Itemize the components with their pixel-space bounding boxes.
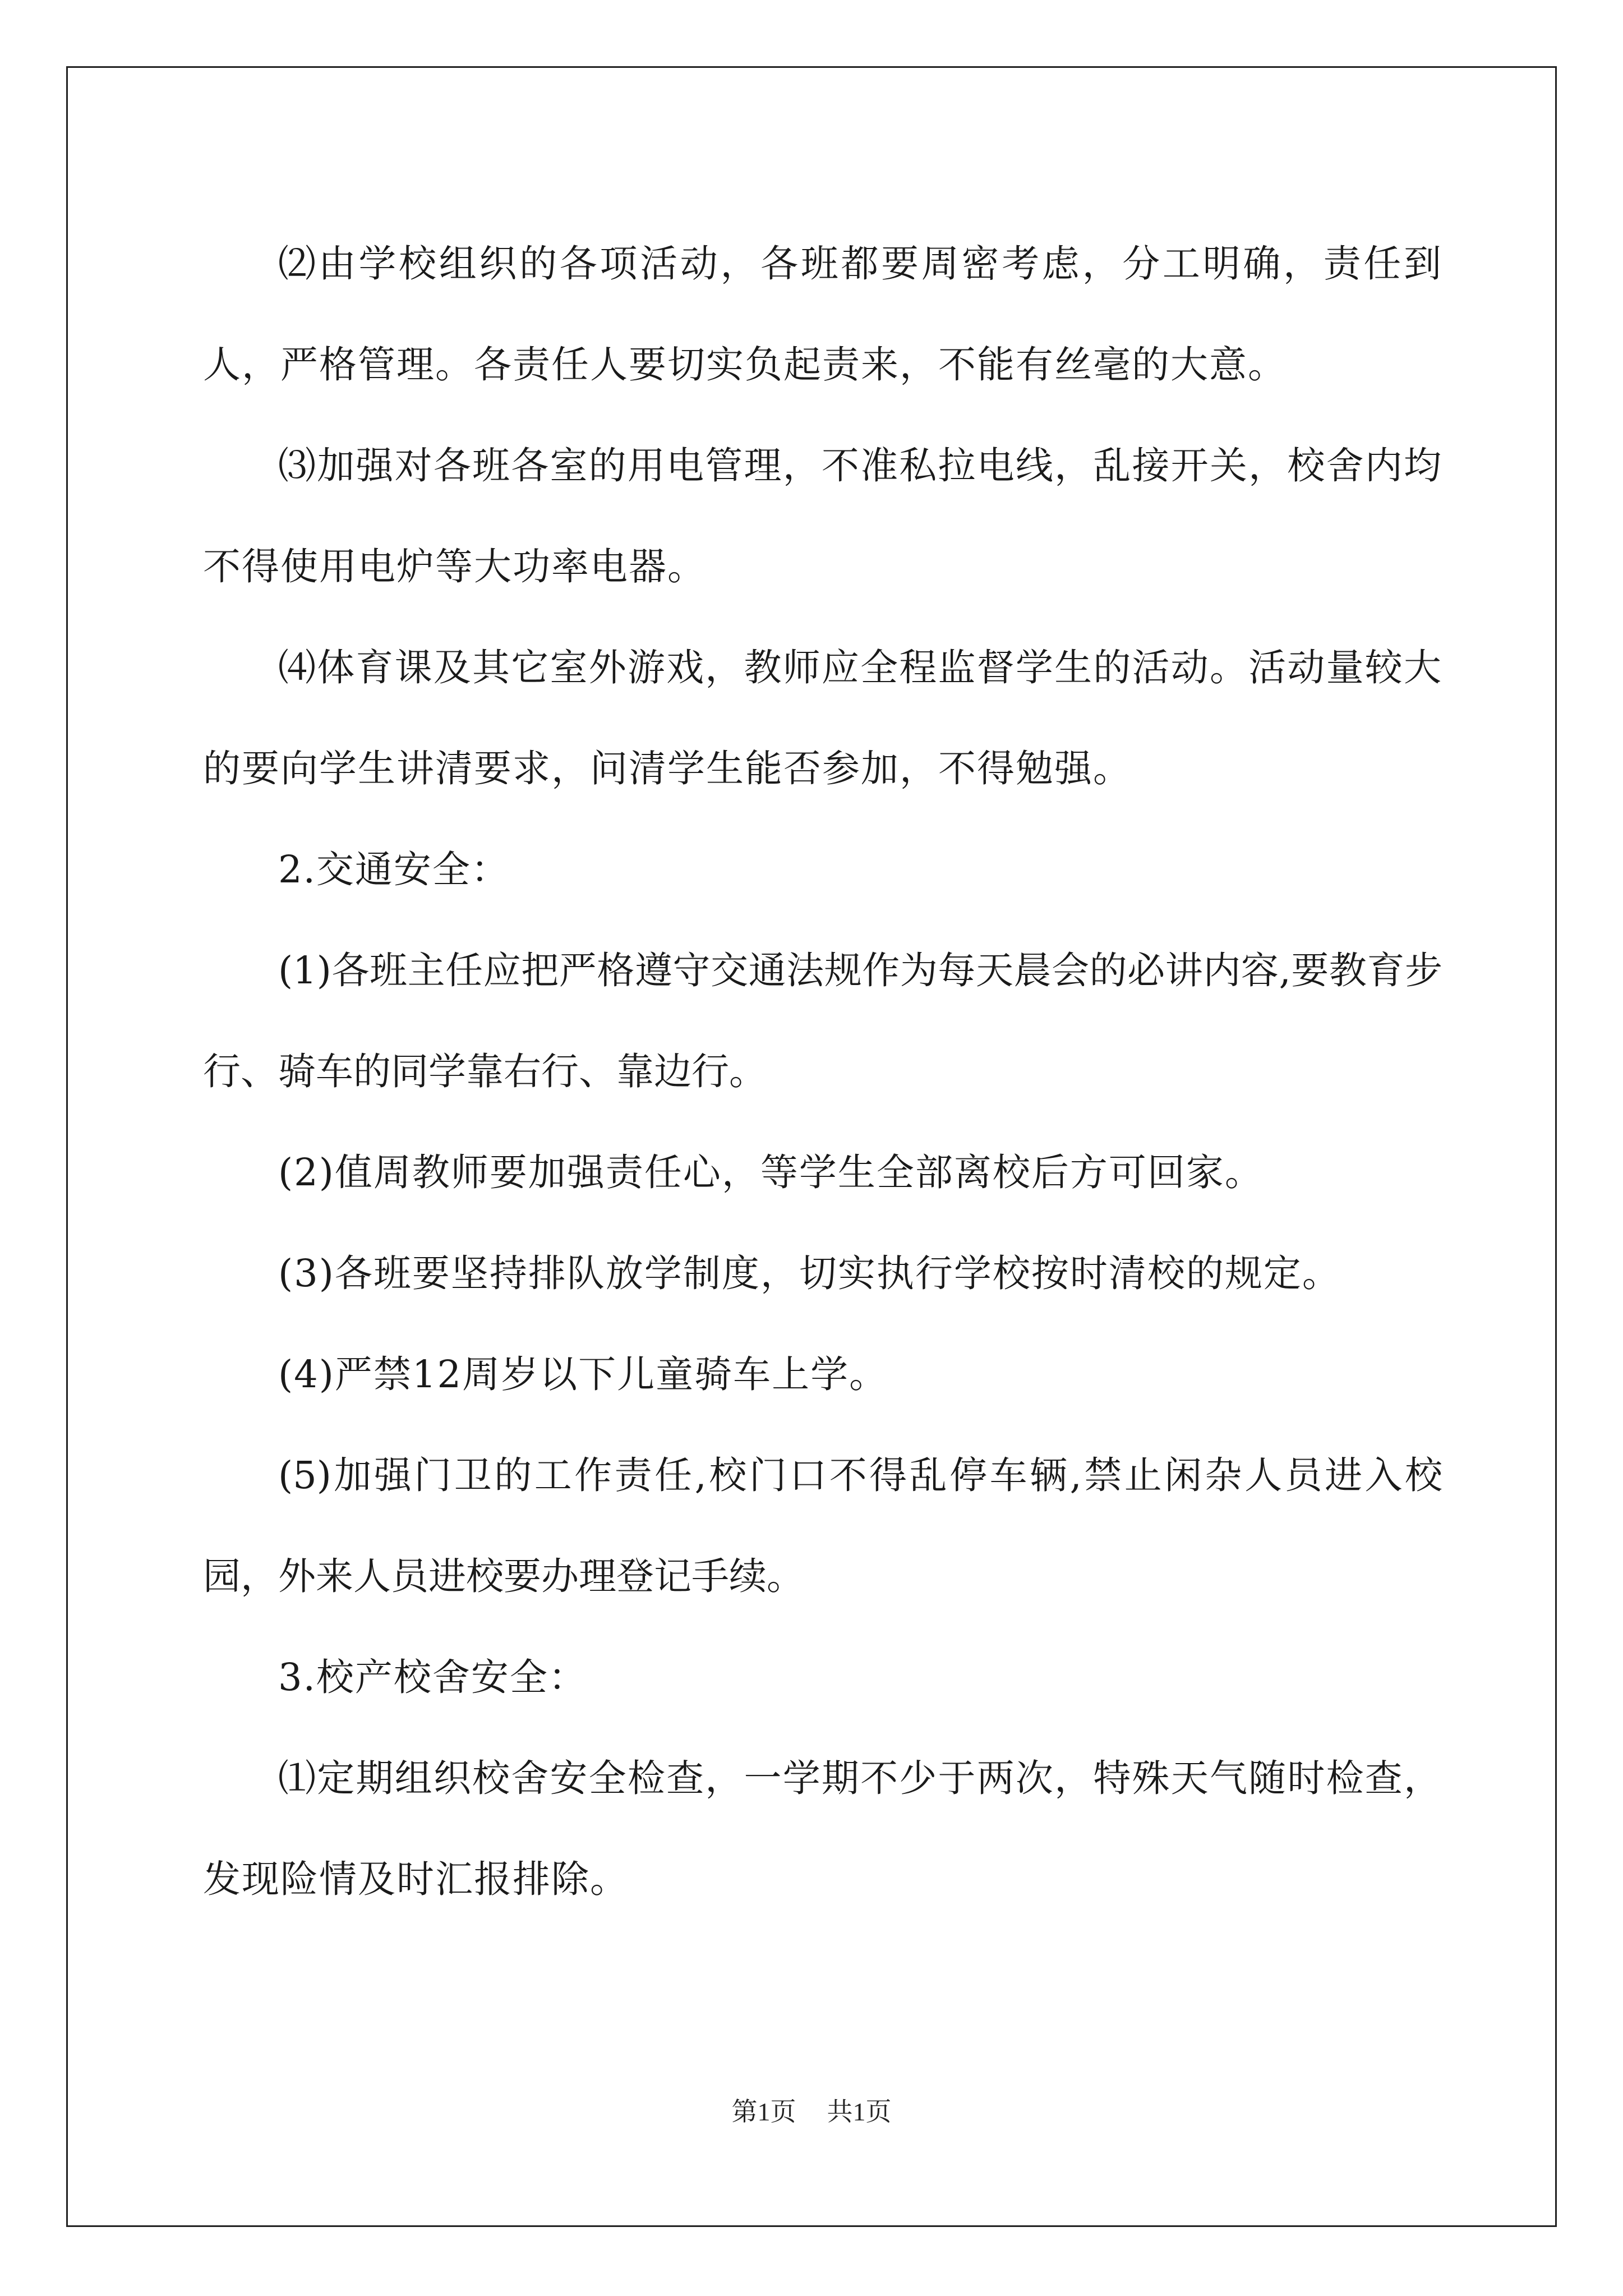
- paragraph-11: ⑴定期组织校舍安全检查，一学期不少于两次，特殊天气随时检查，发现险情及时汇报排除。: [203, 1756, 1442, 1901]
- paragraph-3: ⑷体育课及其它室外游戏，教师应全程监督学生的活动。活动量较大的要向学生讲清要求，问清学生能否参加，不得勉强。: [203, 646, 1442, 790]
- paragraph-6: (2)值周教师要加强责任心，等学生全部离校后方可回家。: [278, 1151, 1264, 1194]
- paragraph-7: (3)各班要坚持排队放学制度，切实执行学校按时清校的规定。: [278, 1251, 1341, 1295]
- paragraph-5: (1)各班主任应把严格遵守交通法规作为每天晨会的必讲内容,要教育步行、骑车的同学靠右行、靠边行。: [203, 949, 1442, 1093]
- section-heading-traffic: 2.交通安全：: [278, 848, 510, 891]
- section-heading-property: 3.校产校舍安全：: [278, 1655, 587, 1699]
- page-footer: [0, 2095, 1623, 2129]
- page-number-current: 第1页: [731, 2097, 796, 2126]
- paragraph-9: (5)加强门卫的工作责任,校门口不得乱停车辆,禁止闲杂人员进入校园，外来人员进校要办理登记手续。: [203, 1453, 1442, 1598]
- paragraph-2: ⑶加强对各班各室的用电管理，不准私拉电线，乱接开关，校舍内均不得使用电炉等大功率电器。: [203, 444, 1442, 588]
- paragraph-1: ⑵由学校组织的各项活动，各班都要周密考虑，分工明确，责任到人，严格管理。各责任人要切实负起责来，不能有丝毫的大意。: [203, 242, 1442, 386]
- document-body: [203, 213, 1442, 1930]
- page-number-total: 共1页: [827, 2097, 892, 2126]
- paragraph-8: (4)严禁12周岁以下儿童骑车上学。: [278, 1352, 888, 1396]
